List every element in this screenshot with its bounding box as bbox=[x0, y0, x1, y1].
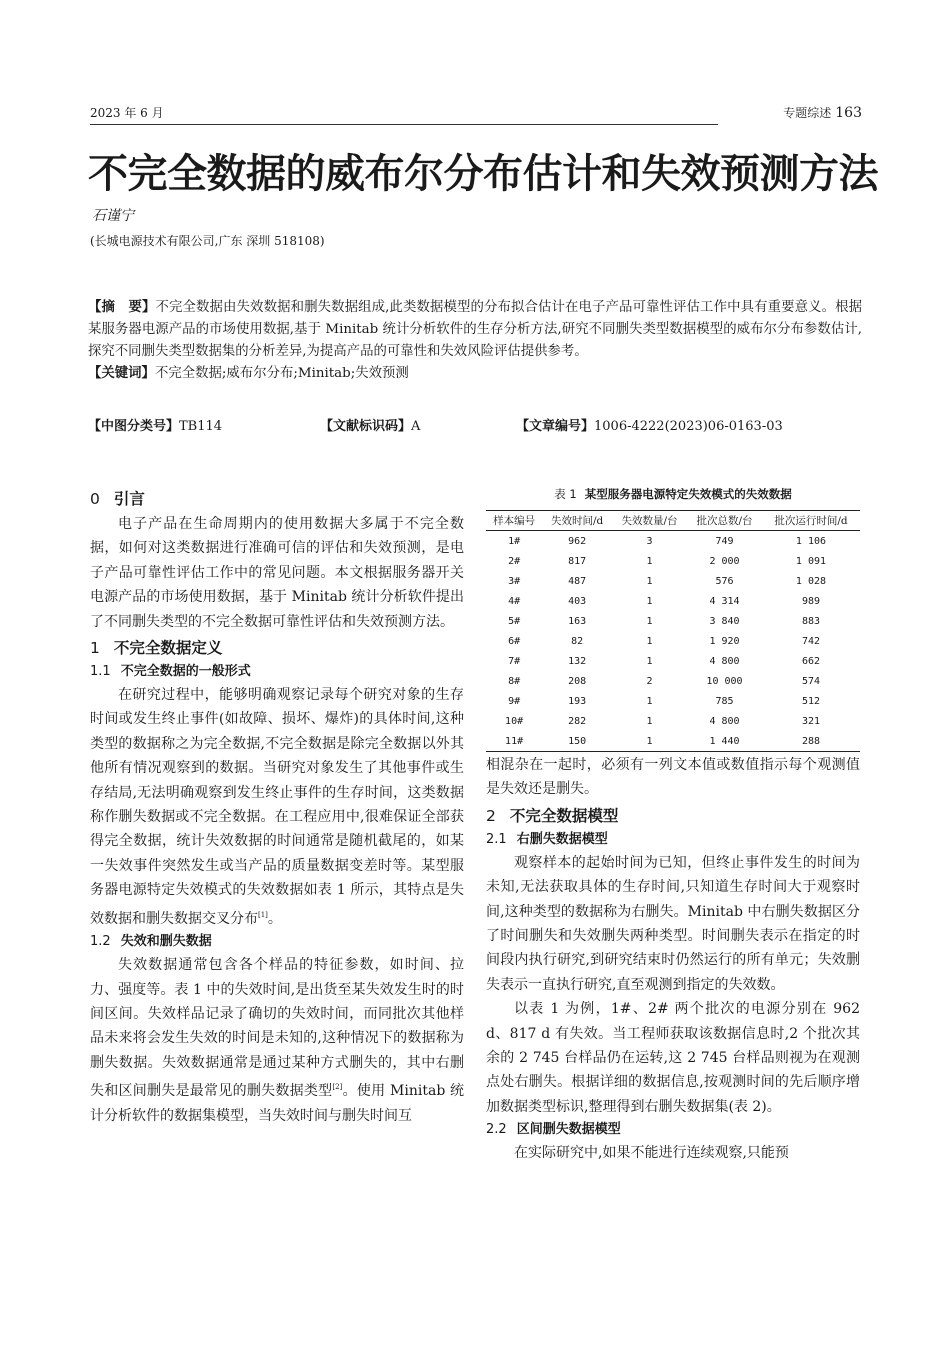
table-cell: 989 bbox=[801, 595, 821, 607]
table-cell: 4# bbox=[508, 595, 521, 607]
table-row bbox=[486, 731, 860, 752]
table-cell: 883 bbox=[801, 615, 821, 627]
table-cell: 1 091 bbox=[795, 555, 827, 567]
table-row bbox=[486, 651, 860, 671]
section-1-2-paragraph: 失效数据通常包含各个样品的特征参数，如时间、拉力、强度等。表 1 中的失效时间,是出货至某失效发生时的时间区间。失效样品记录了确切的失效时间，而同批次其他样品未来将会发生失效的时间是未知的,这种情况下的数据称为删失数据。失效数据通常是通过某种方式删失的，其中右删失和区间删失是最常见的删失数据类型[2]。使用 Minitab 统计分析软件的数据集模型，当失效时间与删失时间互 bbox=[90, 957, 464, 1124]
table-header-cell: 批次总数/台 bbox=[687, 511, 762, 531]
clc-value: TB114 bbox=[179, 419, 223, 434]
table-cell: 2 bbox=[646, 675, 653, 687]
table-cell: 487 bbox=[568, 575, 587, 587]
doc-code-item bbox=[320, 415, 420, 434]
table-cell: 1 028 bbox=[795, 575, 827, 587]
table-cell: 10 000 bbox=[706, 675, 743, 687]
table-cell: 163 bbox=[568, 615, 587, 627]
table-cell: 4 800 bbox=[709, 715, 740, 727]
table-cell: 7# bbox=[508, 655, 521, 667]
table-cell: 1 bbox=[646, 555, 653, 567]
table-cell: 8# bbox=[508, 675, 521, 687]
section-2-1-paragraph-1: 观察样本的起始时间为已知，但终止事件发生的时间为未知,无法获取具体的生存时间,只知道生存时间大于观察时间,这种类型的数据称为右删失。Minitab 中右删失数据区分了时间删失和失效删失两种类型。时间删失表示在指定的时间段内执行研究,到研究结束时仍然运行的所有单元；失效删失表示一直执行研究,直至观测到指定的失效数。 bbox=[486, 854, 860, 993]
section-2-1-heading: 2.1 右删失数据模型 bbox=[486, 831, 608, 847]
citation-1[interactable]: [1] bbox=[258, 910, 268, 919]
section-1-2-continuation: 相混杂在一起时，必须有一列文本值或数值指示每个观测值是失效还是删失。 bbox=[486, 757, 860, 798]
abstract-text: 不完全数据由失效数据和删失数据组成,此类数据模型的分布拟合估计在电子产品可靠性评估工作中具有重要意义。根据某服务器电源产品的市场使用数据,基于 Minitab 统计分析软件的生存分析方法,研究不同删失类型数据模型的威布尔分布参数估计,探究不同删失类型数据集的分析差异,为提高产品的可靠性和失效风险评估提供参考。 bbox=[88, 300, 862, 359]
table-cell: 4 800 bbox=[709, 655, 740, 667]
table-row bbox=[486, 691, 860, 711]
table-cell: 1 bbox=[646, 615, 653, 627]
section-2-1-paragraph-2: 以表 1 为例，1#、2# 两个批次的电源分别在 962 d、817 d 有失效。当工程师获取该数据信息时,2 个批次其余的 2 745 台样品仍在运转,这 2 745 台样品则视为在观测点处右删失。根据详细的数据信息,按观测时间的先后顺序增加数据类型标识,整理得到右删失数据集(表 2)。 bbox=[486, 1001, 860, 1115]
table-1-caption: 表 1 某型服务器电源特定失效模式的失效数据 bbox=[554, 487, 792, 501]
table-row bbox=[486, 631, 860, 651]
table-cell: 10# bbox=[505, 715, 524, 727]
table-cell: 282 bbox=[568, 715, 587, 727]
classification-row bbox=[88, 415, 862, 437]
section-0-heading: 0 引言 bbox=[90, 490, 145, 508]
citation-2[interactable]: [2] bbox=[332, 1083, 343, 1092]
table-cell: 1 bbox=[646, 575, 653, 587]
table-cell: 193 bbox=[568, 695, 587, 707]
table-cell: 817 bbox=[568, 555, 587, 567]
keywords-text: 不完全数据;威布尔分布;Minitab;失效预测 bbox=[154, 366, 409, 381]
issue-date: 2023 年 6 月 bbox=[90, 106, 164, 120]
table-1 bbox=[486, 484, 860, 752]
table-cell: 4 314 bbox=[709, 595, 740, 607]
article-number-value: 1006-4222(2023)06-0163-03 bbox=[594, 419, 783, 434]
table-cell: 785 bbox=[715, 695, 734, 707]
table-row bbox=[486, 671, 860, 691]
table-row bbox=[486, 711, 860, 731]
table-header-cell: 失效时间/d bbox=[542, 511, 612, 531]
running-header-left bbox=[90, 104, 718, 125]
table-cell: 512 bbox=[801, 695, 821, 707]
table-cell: 11# bbox=[486, 731, 542, 752]
table-1-grid bbox=[486, 510, 860, 752]
section-1-heading: 1 不完全数据定义 bbox=[90, 639, 223, 658]
table-cell: 3 840 bbox=[709, 615, 740, 627]
table-cell: 9# bbox=[508, 695, 521, 707]
table-header-cell: 批次运行时间/d bbox=[762, 511, 860, 531]
section-0-paragraph: 电子产品在生命周期内的使用数据大多属于不完全数据，如何对这类数据进行准确可信的评估和失效预测，是电子产品可靠性评估工作中的常见问题。本文根据服务器开关电源产品的市场使用数据，基于 Minitab 统计分析软件提出了不同删失类型的不完全数据可靠性评估和失效预测方法。 bbox=[90, 516, 464, 630]
table-header-cell: 样本编号 bbox=[486, 511, 542, 531]
table-header-row bbox=[486, 511, 860, 531]
table-row bbox=[486, 531, 860, 552]
table-cell: 403 bbox=[568, 595, 587, 607]
table-cell: 288 bbox=[762, 731, 860, 752]
table-cell: 576 bbox=[715, 575, 734, 587]
table-cell: 1 106 bbox=[795, 535, 827, 547]
table-header-cell: 失效数量/台 bbox=[612, 511, 687, 531]
table-cell: 82 bbox=[571, 635, 584, 647]
table-cell: 3# bbox=[508, 575, 521, 587]
section-2-2-heading: 2.2 区间删失数据模型 bbox=[486, 1122, 621, 1138]
table-cell: 1 bbox=[646, 655, 653, 667]
table-cell: 1# bbox=[508, 535, 521, 547]
section-1-1-heading: 1.1 不完全数据的一般形式 bbox=[90, 664, 251, 680]
table-cell: 574 bbox=[801, 675, 821, 687]
section-1-1-paragraph: 在研究过程中，能够明确观察记录每个研究对象的生存时间或发生终止事件(如故障、损坏、爆炸)的具体时间,这种类型的数据称之为完全数据,不完全数据是除完全数据以外其他所有情况观察到的数据。当研究对象发生了其他事件或生存结局,无法明确观察到发生终止事件的生存时间，这类数据称作删失数据或不完全数据。在工程应用中,很难保证全部获得完全数据，统计失效数据的时间通常是随机截尾的，如某一失效事件突然发生或当产品的质量数据变差时等。某型服务器电源特定失效模式的失效数据如表 1 所示，其特点是失效数据和删失数据交叉分布[1]。 bbox=[90, 687, 464, 927]
table-cell: 3 bbox=[646, 535, 653, 547]
article-number-item bbox=[516, 415, 783, 434]
table-cell: 749 bbox=[715, 535, 734, 547]
article-number-label: 【文章编号】 bbox=[516, 419, 595, 434]
table-cell: 1 440 bbox=[687, 731, 762, 752]
right-column bbox=[486, 753, 860, 1166]
table-cell: 1 bbox=[646, 715, 653, 727]
table-cell: 2 000 bbox=[709, 555, 740, 567]
page-number: 163 bbox=[835, 105, 862, 121]
table-row bbox=[486, 591, 860, 611]
keywords bbox=[88, 363, 862, 385]
table-row bbox=[486, 571, 860, 591]
keywords-label: 【关键词】 bbox=[88, 366, 155, 381]
table-cell: 2# bbox=[508, 555, 521, 567]
table-cell: 6# bbox=[508, 635, 521, 647]
author-affiliation: (长城电源技术有限公司,广东 深圳 518108) bbox=[90, 234, 325, 248]
table-cell: 1 bbox=[646, 695, 653, 707]
clc-label: 【中图分类号】 bbox=[88, 419, 180, 434]
left-column bbox=[90, 486, 464, 1128]
table-row bbox=[486, 551, 860, 571]
section-2-2-paragraph: 在实际研究中,如果不能进行连续观察,只能预 bbox=[514, 1145, 789, 1162]
table-1-body bbox=[486, 531, 860, 752]
running-header-right bbox=[783, 104, 862, 121]
table-cell: 962 bbox=[568, 535, 587, 547]
table-cell: 208 bbox=[568, 675, 587, 687]
abstract-block bbox=[88, 297, 862, 385]
table-cell: 1 bbox=[646, 635, 653, 647]
table-cell: 1 bbox=[612, 731, 687, 752]
clc-item bbox=[88, 415, 222, 434]
abstract-label: 【摘 要】 bbox=[88, 300, 156, 315]
abstract bbox=[88, 297, 862, 363]
table-cell: 662 bbox=[801, 655, 821, 667]
doc-code-value: A bbox=[411, 419, 421, 434]
author-name: 石谨宁 bbox=[92, 208, 134, 224]
table-row bbox=[486, 611, 860, 631]
paper-title: 不完全数据的威布尔分布估计和失效预测方法 bbox=[88, 151, 878, 197]
table-cell: 132 bbox=[568, 655, 587, 667]
table-cell: 1 920 bbox=[709, 635, 740, 647]
table-cell: 1 bbox=[646, 595, 653, 607]
table-cell: 150 bbox=[542, 731, 612, 752]
table-cell: 742 bbox=[801, 635, 821, 647]
table-cell: 321 bbox=[801, 715, 821, 727]
table-cell: 5# bbox=[508, 615, 521, 627]
doc-code-label: 【文献标识码】 bbox=[320, 419, 412, 434]
section-2-heading: 2 不完全数据模型 bbox=[486, 806, 619, 825]
section-1-2-heading: 1.2 失效和删失数据 bbox=[90, 934, 212, 950]
section-name: 专题综述 bbox=[783, 106, 832, 120]
